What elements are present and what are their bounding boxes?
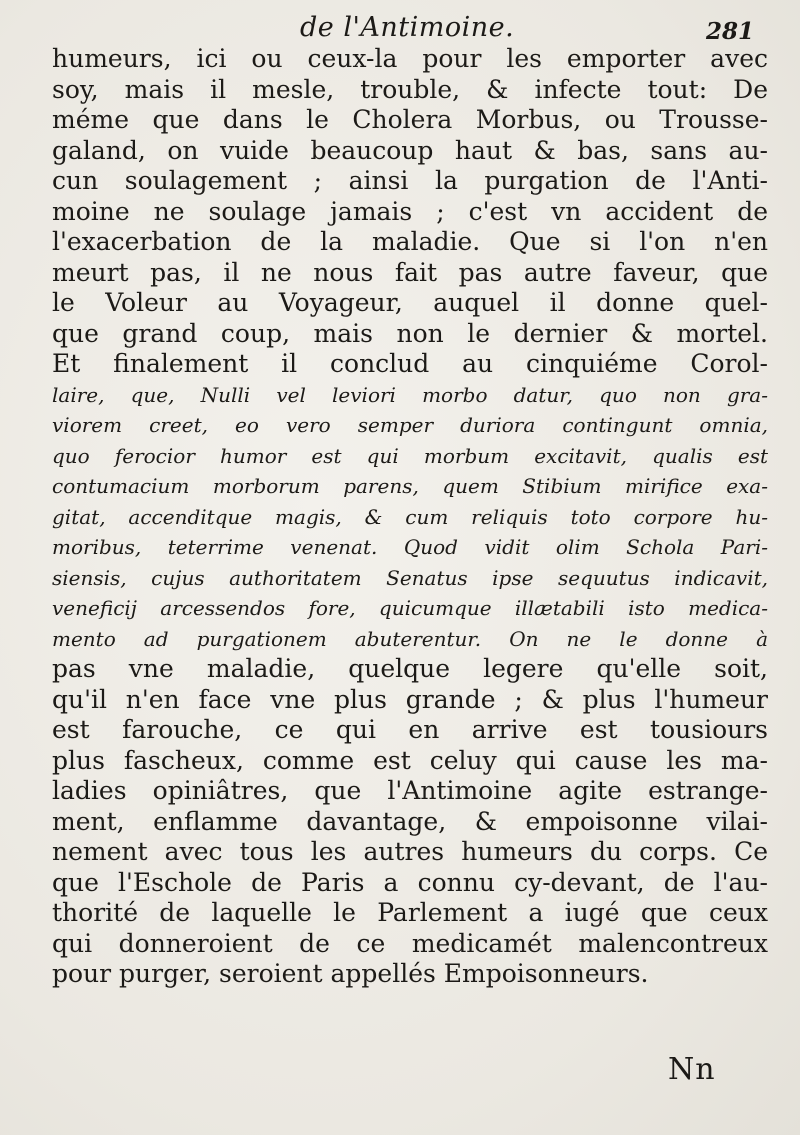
body-text	[52, 44, 768, 990]
text-line: moine ne soulage jamais ; c'est vn accident de	[52, 196, 768, 226]
text-line: Et finalement il conclud au cinquiéme Corol-	[52, 349, 768, 378]
latin-quote-line: veneficij arcessendos fore, quicumque illætabili isto medica-	[52, 596, 768, 620]
text-line: cun soulagement ; ainsi la purgation de l'Anti-	[52, 166, 768, 195]
latin-quote-line: siensis, cujus authoritatem Senatus ipse sequutus indicavit,	[52, 565, 768, 590]
text-line: que grand coup, mais non le dernier & mortel.	[52, 318, 768, 348]
text-line: que l'Eschole de Paris a connu cy-devant, de l'au-	[52, 867, 768, 897]
text-line: méme que dans le Cholera Morbus, ou Trousse-	[52, 105, 768, 134]
latin-quote-line: mento ad purgationem abuterentur. On ne le donne à	[52, 626, 768, 651]
latin-quote-line: viorem creet, eo vero semper duriora contingunt omnia,	[52, 413, 768, 437]
text-line: pas vne maladie, quelque legere qu'elle soit,	[52, 654, 768, 683]
text-line: nement avec tous les autres humeurs du corps. Ce	[52, 837, 768, 866]
page-number: 281	[706, 18, 755, 45]
text-line: galand, on vuide beaucoup haut & bas, sans au-	[52, 135, 768, 165]
text-line: soy, mais il mesle, trouble, & infecte tout: De	[52, 74, 768, 104]
signature-mark: Nn	[668, 1052, 716, 1087]
text-line: l'exacerbation de la maladie. Que si l'on n'en	[52, 227, 768, 256]
text-line: humeurs, ici ou ceux-la pour les emporter avec	[52, 44, 768, 73]
latin-quote-line: contumacium morborum parens, quem Stibium mirifice exa-	[52, 474, 768, 498]
latin-quote-line: laire, que, Nulli vel leviori morbo datur, quo non gra-	[52, 382, 768, 407]
text-line: qu'il n'en face vne plus grande ; & plus l'humeur	[52, 684, 768, 714]
text-line: thorité de laquelle le Parlement a iugé que ceux	[52, 898, 768, 927]
text-line: ladies opiniâtres, que l'Antimoine agite estrange-	[52, 776, 768, 805]
latin-quote-line: gitat, accenditque magis, & cum reliquis toto corpore hu-	[52, 504, 768, 529]
text-line: pour purger, seroient appellés Empoisonneurs.	[52, 959, 649, 988]
text-line: plus fascheux, comme est celuy qui cause les ma-	[52, 745, 768, 775]
latin-quote-line: quo ferocior humor est qui morbum excitavit, qualis est	[52, 443, 768, 468]
text-line: ment, enflamme davantage, & empoisonne vilai-	[52, 806, 768, 836]
text-line: qui donneroient de ce medicamét malencontreux	[52, 928, 768, 958]
page-header	[0, 12, 800, 48]
text-line: meurt pas, il ne nous fait pas autre faveur, que	[52, 257, 768, 287]
latin-quote-line: moribus, teterrime venenat. Quod vidit olim Schola Pari-	[52, 535, 768, 559]
text-line: le Voleur au Voyageur, auquel il donne quel-	[52, 288, 768, 317]
running-head: de l'Antimoine.	[300, 12, 515, 43]
text-line: est farouche, ce qui en arrive est tousiours	[52, 715, 768, 744]
